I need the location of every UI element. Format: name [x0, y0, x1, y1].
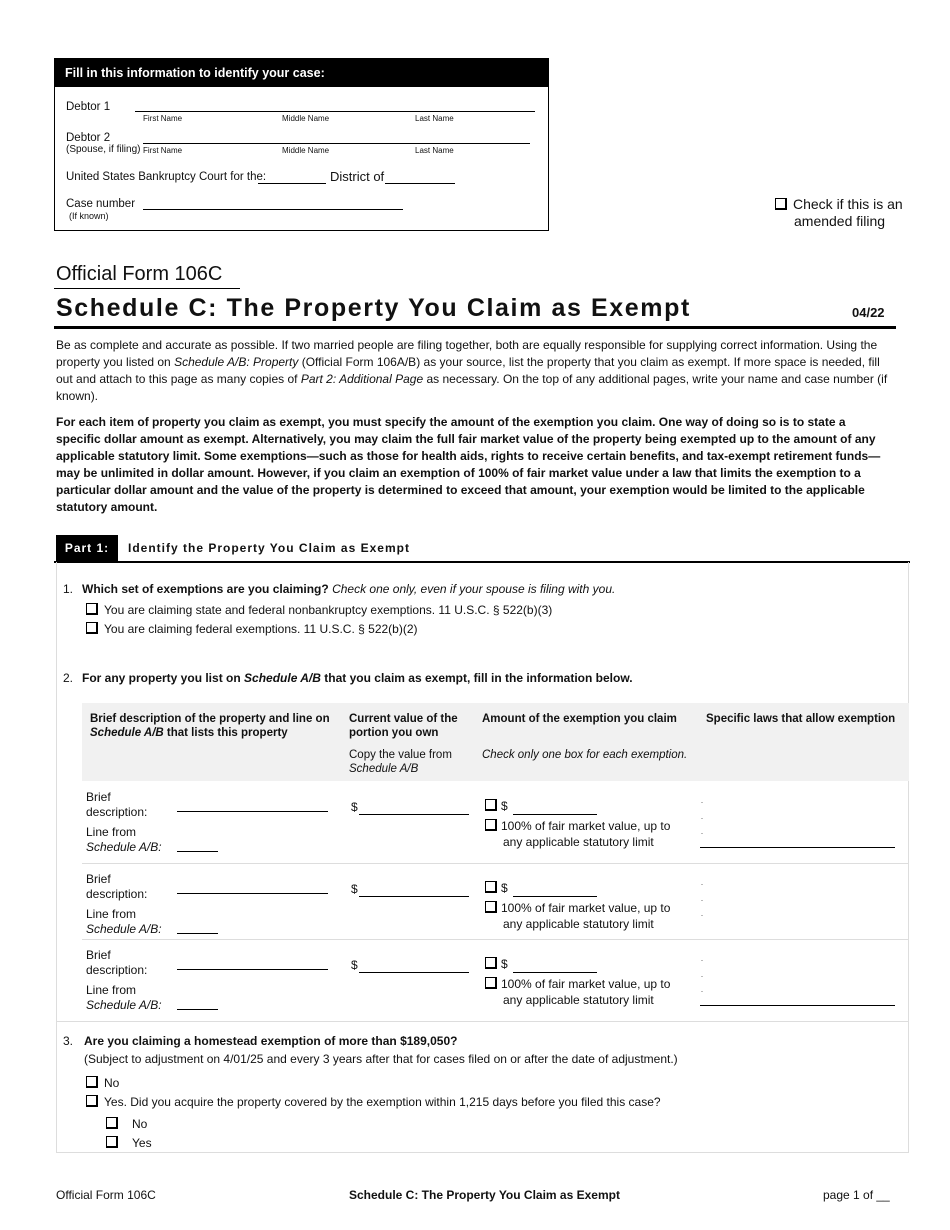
brief-description-label: Brief description: [86, 790, 148, 819]
specific-laws-field[interactable] [700, 847, 895, 848]
checkbox[interactable] [485, 799, 497, 811]
laws-field-mark [701, 976, 703, 977]
part1-tab: Part 1: [56, 535, 118, 561]
debtor1-last-name-caption: Last Name [415, 114, 454, 123]
case-info-header: Fill in this information to identify your case: [55, 59, 548, 87]
laws-field-mark [701, 915, 703, 916]
laws-field-mark [701, 818, 703, 819]
q3-sub-option-yes[interactable]: Yes [106, 1136, 152, 1151]
exemption-dollar-option[interactable]: $ [485, 881, 508, 896]
q2-number: 2. [63, 671, 74, 685]
current-value-dollar: $ [351, 882, 358, 896]
form-id: Official Form 106C [56, 263, 223, 285]
title-rule [54, 326, 896, 329]
laws-field-mark [701, 900, 703, 901]
debtor1-label: Debtor 1 [66, 101, 111, 113]
current-value-field[interactable] [359, 972, 469, 973]
checkbox[interactable] [485, 977, 497, 989]
q1-option-state[interactable]: You are claiming state and federal nonbankruptcy exemptions. 11 U.S.C. § 522(b)(3) [86, 603, 552, 618]
q3-number: 3. [63, 1034, 74, 1048]
line-from-field[interactable] [177, 1009, 218, 1010]
laws-field-mark [701, 802, 703, 803]
q3-option-yes[interactable]: Yes. Did you acquire the property covered by the exemption within 1,215 days before you filed this case? [86, 1095, 661, 1110]
exemption-fmv-option-line2: any applicable statutory limit [503, 993, 654, 1007]
debtor1-first-name-caption: First Name [143, 114, 183, 123]
exemption-dollar-option[interactable]: $ [485, 957, 508, 972]
laws-field-mark [701, 960, 703, 961]
q2-text: For any property you list on Schedule A/B that you claim as exempt, fill in the information below. [82, 671, 633, 685]
checkbox[interactable] [485, 819, 497, 831]
exemption-amount-field[interactable] [513, 972, 597, 973]
debtor2-label: Debtor 2 [66, 132, 111, 144]
brief-description-label: Brief description: [86, 948, 148, 977]
row-separator [82, 939, 909, 940]
checkbox[interactable] [86, 1076, 98, 1088]
checkbox[interactable] [106, 1117, 118, 1129]
part1-title: Identify the Property You Claim as Exempt [128, 541, 410, 555]
case-info-box [54, 58, 549, 231]
intro-paragraph-1: Be as complete and accurate as possible. If two married people are filing together, both are equally responsible for supplying correct information. Using the property you listed on Schedule A/B: Property (Official Form 106A/B) as your source, list the property that you claim as exempt. If more space is needed, fill out and attach to this page as many copies of Part 2: Additional Page as necessary. On the top of any additional pages, write your name and case number (if known). [56, 338, 888, 403]
brief-description-field[interactable] [177, 811, 328, 812]
amended-checkbox[interactable] [775, 198, 787, 210]
exemption-fmv-option[interactable]: 100% of fair market value, up to [485, 819, 670, 834]
footer-title: Schedule C: The Property You Claim as Exempt [349, 1188, 620, 1202]
checkbox[interactable] [485, 957, 497, 969]
q3-subtext: (Subject to adjustment on 4/01/25 and every 3 years after that for cases filed on or after the date of adjustment.) [84, 1052, 678, 1066]
debtor2-name-field[interactable] [143, 143, 530, 144]
checkbox[interactable] [485, 881, 497, 893]
exemption-fmv-option-line2: any applicable statutory limit [503, 917, 654, 931]
amended-line2: amended filing [794, 213, 886, 229]
checkbox[interactable] [86, 1095, 98, 1107]
line-from-field[interactable] [177, 933, 218, 934]
col-header-exemption-amount: Amount of the exemption you claim [482, 713, 677, 725]
laws-field-mark [701, 991, 703, 992]
laws-field-mark [701, 884, 703, 885]
q3-text: Are you claiming a homestead exemption of more than $189,050? [84, 1034, 458, 1048]
footer-page: page 1 of __ [823, 1188, 890, 1202]
q3-sub-option-no[interactable]: No [106, 1117, 147, 1132]
debtor2-sublabel: (Spouse, if filing) [66, 144, 141, 155]
district-field[interactable] [385, 183, 455, 184]
court-field[interactable] [258, 183, 326, 184]
checkbox[interactable] [485, 901, 497, 913]
q1-number: 1. [63, 582, 74, 596]
brief-description-label: Brief description: [86, 872, 148, 901]
col-header-current-value: Current value of the portion you own [349, 713, 458, 739]
district-label: District of [330, 169, 385, 184]
debtor2-last-name-caption: Last Name [415, 146, 454, 155]
exemption-fmv-option[interactable]: 100% of fair market value, up to [485, 901, 670, 916]
debtor2-middle-name-caption: Middle Name [282, 146, 330, 155]
debtor1-name-field[interactable] [135, 111, 535, 112]
line-from-field[interactable] [177, 851, 218, 852]
amended-filing-check[interactable] [775, 196, 903, 230]
court-label: United States Bankruptcy Court for the: [66, 171, 267, 183]
current-value-dollar: $ [351, 800, 358, 814]
debtor1-middle-name-caption: Middle Name [282, 114, 330, 123]
form-title: Schedule C: The Property You Claim as Exempt [56, 294, 691, 322]
exemption-amount-field[interactable] [513, 896, 597, 897]
row-separator [56, 1021, 909, 1022]
laws-field-mark [701, 833, 703, 834]
case-number-label: Case number [66, 198, 136, 210]
checkbox[interactable] [86, 603, 98, 615]
exemption-fmv-option-line2: any applicable statutory limit [503, 835, 654, 849]
exemption-amount-field[interactable] [513, 814, 597, 815]
current-value-dollar: $ [351, 958, 358, 972]
form-id-underline [54, 288, 240, 289]
q1-option-federal[interactable]: You are claiming federal exemptions. 11 U.S.C. § 522(b)(2) [86, 622, 418, 637]
intro-paragraph-2: For each item of property you claim as exempt, you must specify the amount of the exemption you claim. One way of doing so is to state a specific dollar amount as exempt. Alternatively, you may claim the full fair market value of the property being exempted up to the amount of any applicable statutory limit. Some exemptions—such as those for health aids, rights to receive certain benefits, and tax-exempt retirement funds—may be unlimited in dollar amount. However, if you claim an exemption of 100% of fair market value under a law that limits the exemption to a particular dollar amount and the value of the property is determined to exceed that amount, your exemption would be limited to the applicable statutory amount. [56, 415, 881, 514]
exemption-dollar-option[interactable]: $ [485, 799, 508, 814]
col-header-current-value-sub: Copy the value from Schedule A/B [349, 749, 452, 775]
col-header-description: Brief description of the property and line on Schedule A/B that lists this property [90, 713, 330, 739]
exemption-fmv-option[interactable]: 100% of fair market value, up to [485, 977, 670, 992]
specific-laws-field[interactable] [700, 1005, 895, 1006]
line-from-label: Line from Schedule A/B: [86, 907, 162, 936]
form-revision: 04/22 [852, 305, 885, 320]
brief-description-field[interactable] [177, 969, 328, 970]
q1-text: Which set of exemptions are you claiming? Check one only, even if your spouse is filing with you. [82, 582, 616, 596]
q3-option-no[interactable]: No [86, 1076, 119, 1091]
line-from-label: Line from Schedule A/B: [86, 983, 162, 1012]
checkbox[interactable] [106, 1136, 118, 1148]
row-separator [82, 863, 909, 864]
footer-form-id: Official Form 106C [56, 1188, 156, 1202]
case-number-field[interactable] [143, 209, 403, 210]
case-number-sublabel: (If known) [69, 211, 109, 221]
amended-line1: Check if this is an [793, 196, 903, 212]
col-header-exemption-amount-sub: Check only one box for each exemption. [482, 749, 688, 761]
debtor2-first-name-caption: First Name [143, 146, 183, 155]
col-header-laws: Specific laws that allow exemption [706, 713, 896, 725]
checkbox[interactable] [86, 622, 98, 634]
line-from-label: Line from Schedule A/B: [86, 825, 162, 854]
current-value-field[interactable] [359, 814, 469, 815]
brief-description-field[interactable] [177, 893, 328, 894]
current-value-field[interactable] [359, 896, 469, 897]
